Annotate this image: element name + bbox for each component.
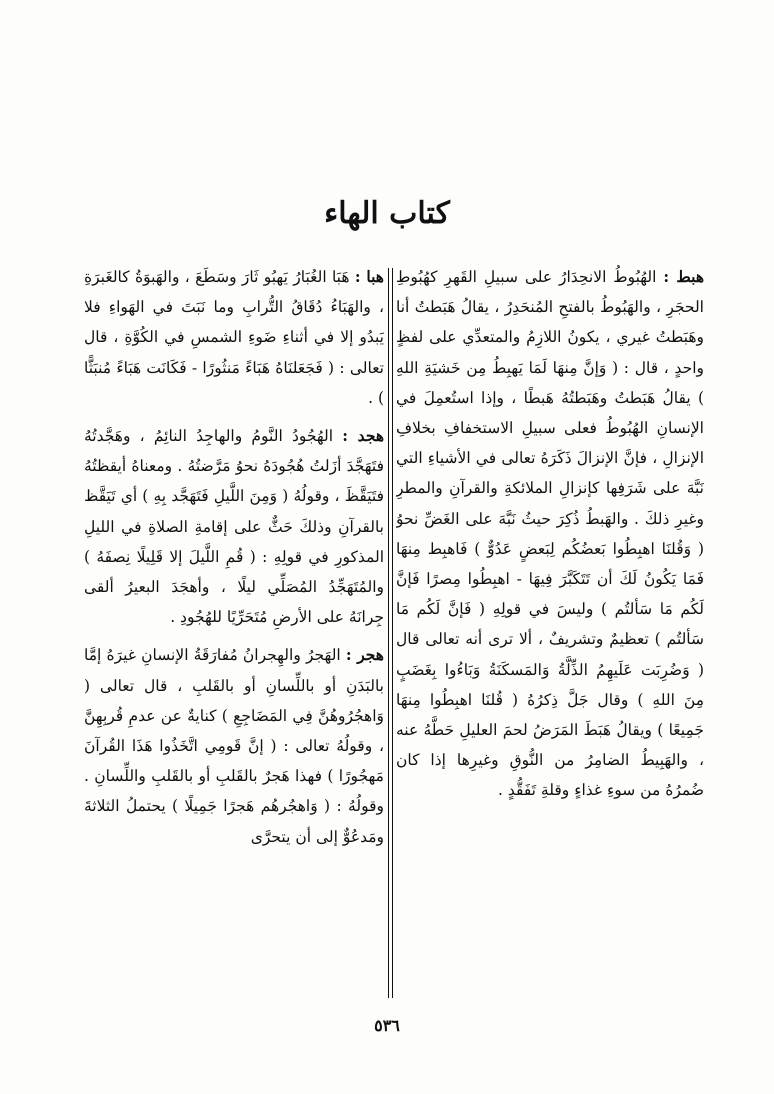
entry-text	[84, 421, 384, 632]
right-column	[396, 262, 704, 1002]
entry-hajada	[84, 421, 384, 632]
entry-body: الهُبُوطُ الانحِدَارُ على سبيلِ القَهرِ كهُبُوطِ الحجَرِ ، والهَبُوطُ بالفتحِ المُنحَدِرُ ، يقالُ هَبَطتُ أنا وهَبَطتُ غيري ، يكونُ اللازِمُ والمتعدِّي على لفظٍ واحدٍ ، قال : ( وَإنَّ مِنهَا لَمَا يَهبِطُ مِن خَشيَةِ اللهِ ) يقالُ هَبَطتُ وهَبَطتُهُ هَبطًا ، وإذا استُعمِلَ في الإنسانِ الهُبُوطُ فعلى سبيلِ الاستخفافِ بخلافِ الإنزالِ ، فإنَّ الإنزالَ ذَكَرَهُ تعالى في الأشياءِ التي نَبَّهَ على شَرَفِها كإنزالِ الملائكةِ والقرآنِ والمطرِ وغيرِ ذلكَ . والهَبطُ ذُكِرَ حيثُ نَبَّهَ على الغَضِّ نحوُ ( وَقُلنَا اهبِطُوا بَعضُكُم لِبَعضٍ عَدُوٌّ ) فَاهبِط مِنهَا فَمَا يَكُونُ لَكَ أن تَتَكَبَّرَ فِيهَا - اهبِطُوا مِصرًا فَإنَّ لَكُم مَا سَألتُم ) وليسَ في قولِهِ ( فَإنَّ لَكُم مَا سَألتُم ) تعظيمٌ وتشريفٌ ، ألا ترى أنه تعالى قال ( وَضُرِبَت عَلَيهِمُ الذِّلَّةُ وَالمَسكَنَةُ وَبَاءُوا بِغَضَبٍ مِنَ اللهِ ) وقال جَلَّ ذِكرُهُ ( قُلنَا اهبِطُوا مِنهَا جَمِيعًا ) ويقالُ هَبَطَ المَرَضُ لحمَ العليلِ حَطَّهُ عنه ، والهَبِيطُ الضامِرُ من النُّوقِ وغيرِها إذا كان ضُمرُهُ من سوءِ غذاءٍ وقلةِ تَفَقُّدٍ .	[396, 268, 704, 800]
entry-body: الهُجُودُ النَّومُ والهاجِدُ النائِمُ ، وهَجَّدتُهُ فتَهَجَّدَ أزَلتُ هُجُودَهُ نحوُ مَرَّضتُهُ . ومعناهُ أيقظتُهُ فتَيَقَّظَ ، وقولُهُ ( وَمِنَ اللَّيلِ فَتَهَجَّد بِهِ ) أي تَيَقَّظ بالقرآنِ وذلكَ حَثٌّ على إقامةِ الصلاةِ في الليلِ المذكورِ في قولِهِ : ( قُمِ اللَّيلَ إلا قَلِيلًا نِصفَهُ ) والمُتَهَجِّدُ المُصَلِّي ليلًا ، وأهجَدَ البعيرُ ألقى جِرانَهُ على الأرضِ مُتَحَرِّيًا للهُجُودِ .	[84, 427, 384, 627]
entry-headword: هجر :	[345, 645, 384, 665]
entry-headword: هبا :	[354, 267, 384, 286]
entry-body: هَبَا الغُبَارُ يَهبُو ثَارَ وسَطَعَ ، والهَبوَةُ كالغَبرَةِ ، والهَبَاءُ دُقَاقُ التُّرابِ وما نَبَتَ في الهَواءِ فلا يَبدُو إلا في أثناءِ ضَوءِ الشمسِ في الكُوَّةِ ، قال تعالى : ( فَجَعَلنَاهُ هَبَاءً مَنثُورًا - فَكَانَت هَبَاءً مُنبَثًّا ) .	[84, 268, 384, 407]
entry-habata	[396, 262, 704, 806]
page-number: ٥٣٦	[374, 1016, 400, 1035]
left-column	[84, 262, 384, 1002]
column-divider	[388, 268, 393, 998]
entry-text	[84, 640, 384, 851]
page-title: كتاب الهاء	[324, 196, 450, 231]
entry-headword: هجد :	[342, 426, 384, 446]
entry-headword: هبط :	[663, 267, 704, 286]
entry-hajara	[84, 640, 384, 851]
entry-text	[84, 262, 384, 413]
entry-text	[396, 262, 704, 806]
entry-haba	[84, 262, 384, 413]
entry-body: الهَجرُ والهِجرانُ مُفارَقَةُ الإنسانِ غيرَهُ إمَّا بالبَدَنِ أو باللِّسانِ أو بالقَلبِ ، قال تعالى ( وَاهجُرُوهُنَّ فِي المَضَاجِعِ ) كنايةٌ عن عدمِ قُربِهِنَّ ، وقولُهُ تعالى : ( إنَّ قَومِي اتَّخَذُوا هَذَا القُرآنَ مَهجُورًا ) فهذا هَجرٌ بالقَلبِ أو بالقَلبِ واللِّسانِ . وقولُهُ : ( وَاهجُرهُم هَجرًا جَمِيلًا ) يحتملُ الثلاثةَ ومَدعُوٌّ إلى أن يتحرَّى	[84, 646, 384, 846]
